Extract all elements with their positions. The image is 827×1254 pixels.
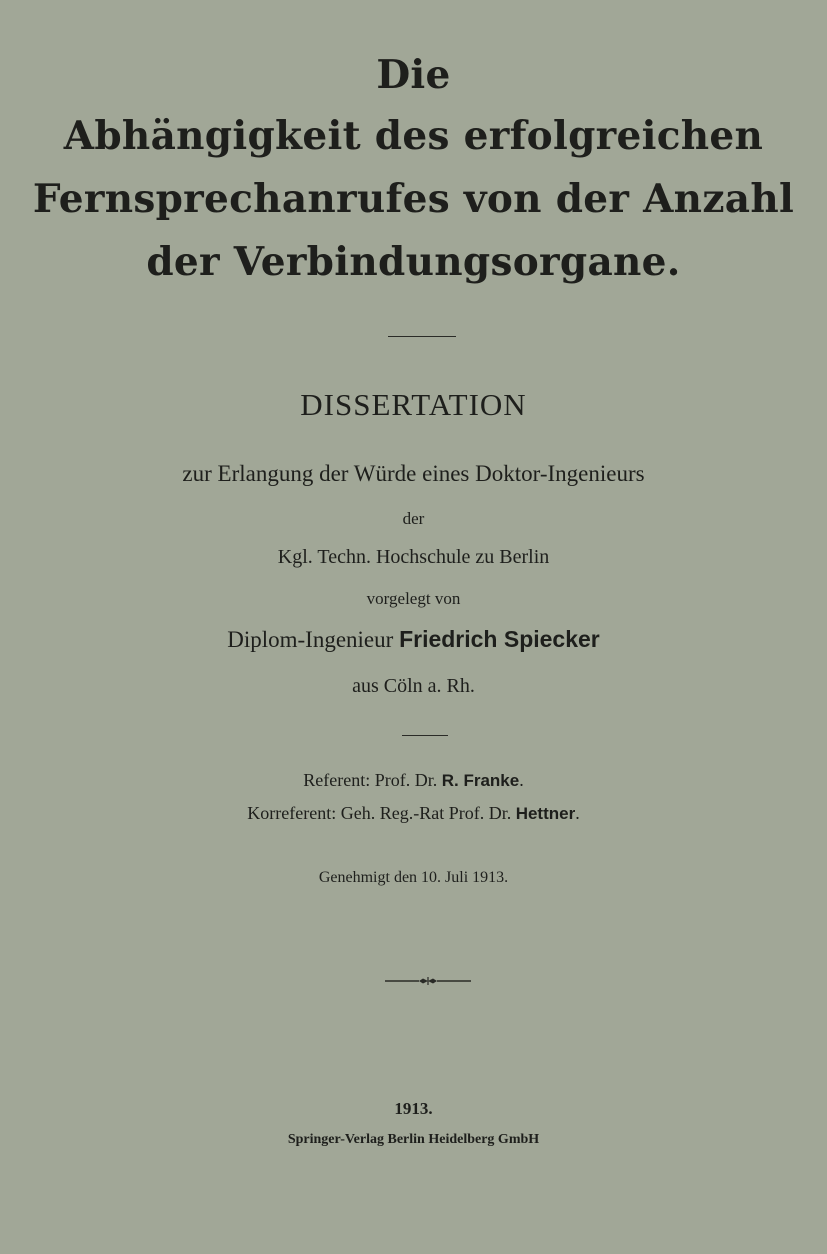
korreferent-line (0, 804, 827, 822)
title-divider (388, 336, 456, 337)
purpose-line: zur Erlangung der Würde eines Doktor-Ingenieurs (182, 461, 645, 486)
title-line-2: Abhängigkeit des erfolgreichen (63, 113, 764, 159)
referent-name: R. Franke (441, 771, 520, 790)
connector-der: der (402, 509, 425, 528)
korreferent-prefix: Korreferent: Geh. Reg.-Rat Prof. Dr. (247, 803, 516, 823)
referent-prefix: Referent: Prof. Dr. (303, 770, 442, 790)
korreferent-suffix: . (575, 803, 580, 823)
referent-suffix: . (519, 770, 524, 790)
referent-line (0, 771, 827, 789)
publication-year: 1913. (394, 1099, 433, 1118)
origin: aus Cöln a. Rh. (352, 675, 475, 697)
title-line-3: Fernsprechanrufes von der Anzahl (32, 176, 795, 222)
title-line-1: Die (376, 52, 451, 98)
submitted-by: vorgelegt von (366, 589, 461, 608)
publisher: Springer-Verlag Berlin Heidelberg GmbH (287, 1132, 540, 1147)
author-prefix: Diplom-Ingenieur (227, 627, 400, 652)
author-line (0, 628, 827, 651)
document-type: DISSERTATION (300, 387, 527, 422)
author-name: Friedrich Spiecker (399, 626, 600, 652)
title-line-4: der Verbindungsorgane. (146, 239, 681, 285)
institution: Kgl. Techn. Hochschule zu Berlin (277, 546, 550, 568)
approval-date: Genehmigt den 10. Juli 1913. (318, 869, 509, 886)
ornament-divider-icon (383, 974, 473, 988)
korreferent-name: Hettner (515, 804, 576, 823)
author-divider (402, 735, 448, 736)
